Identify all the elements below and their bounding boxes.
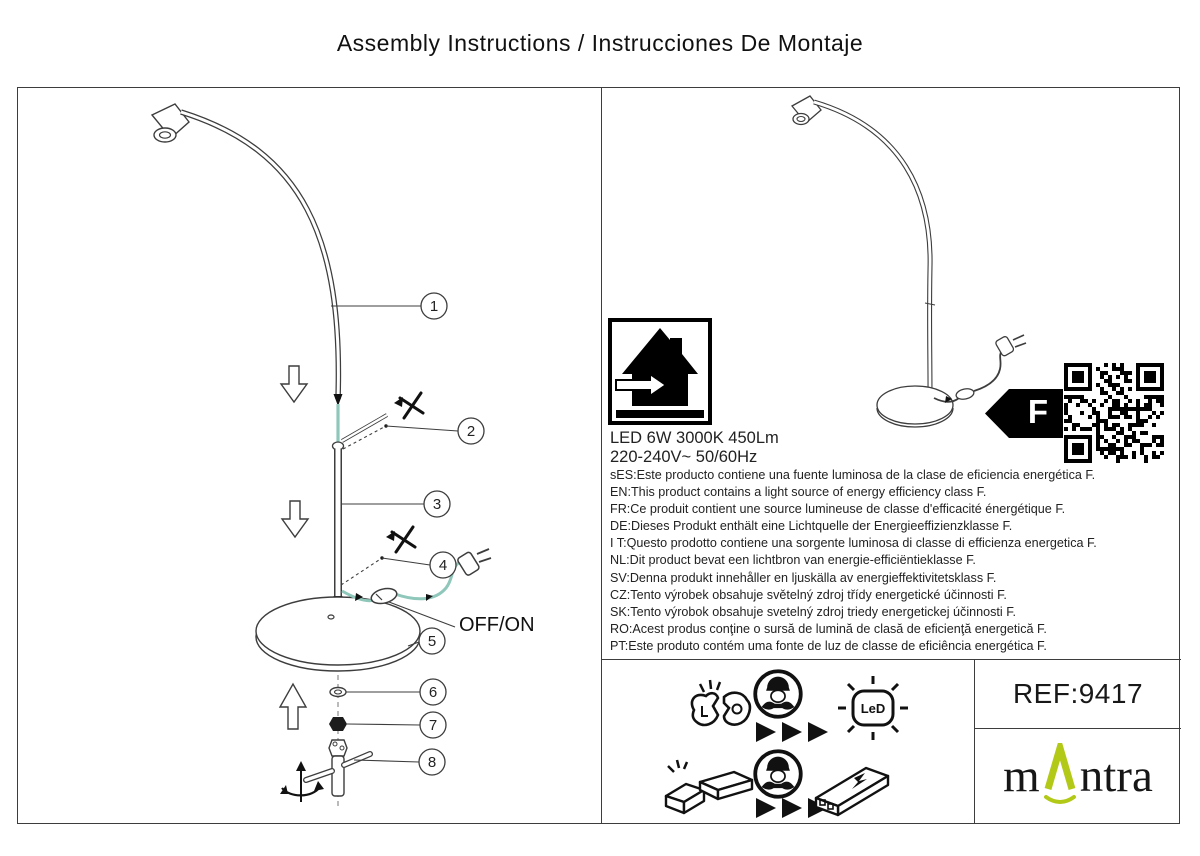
part-washer xyxy=(330,688,346,697)
lang-line-es: sES:Este producto contiene una fuente luminosa de la clase de eficiencia energética F. xyxy=(610,468,1096,482)
lang-line-it: I T:Questo prodotto contiene una sorgente luminosa di classe di efficienza energetica F. xyxy=(610,536,1097,551)
lang-line-ro: RO:Acest produs conţine o sursă de lumină de clasă de eficienţă energetică F. xyxy=(610,621,1047,636)
spec-line-voltage: 220-240V~ 50/60Hz xyxy=(610,448,758,466)
callout-3-label: 3 xyxy=(432,496,442,513)
part-nut xyxy=(329,717,347,731)
clip-mark-icon xyxy=(394,393,423,418)
main-frame xyxy=(17,87,1180,824)
clip-mark-icon xyxy=(386,527,415,552)
callout-1 xyxy=(421,293,447,319)
up-arrow-icon xyxy=(280,684,306,729)
lang-line-en: EN:This product contains a light source of energy efficiency class F. xyxy=(610,485,987,500)
down-arrow-icon xyxy=(281,366,307,402)
callout-3 xyxy=(424,491,450,517)
lamp-head xyxy=(152,104,189,142)
spec-line-lamp: LED 6W 3000K 450Lm xyxy=(610,429,779,447)
exploded-diagram-panel xyxy=(18,88,601,823)
led-module-label: LeD xyxy=(860,701,886,716)
callout-5-label: 5 xyxy=(427,633,437,650)
led-module-icon xyxy=(834,672,910,744)
broken-driver-icon xyxy=(660,756,756,820)
page-title: Assembly Instructions / Instrucciones De Montaje xyxy=(336,30,864,56)
service-pictograms xyxy=(602,660,974,824)
lang-line-nl: NL:Dit product bevat een lichtbron van energie-efficiëntieklasse F. xyxy=(610,553,976,568)
lamp-head xyxy=(792,96,821,125)
callout-6 xyxy=(420,679,446,705)
brand-logo-suffix: ntra xyxy=(1079,750,1153,802)
power-plug xyxy=(457,549,491,576)
lamp-base xyxy=(877,386,953,427)
qr-code xyxy=(1064,363,1164,463)
callout-8 xyxy=(419,749,445,775)
down-arrow-icon xyxy=(282,501,308,537)
led-driver-icon xyxy=(808,756,896,818)
info-panel xyxy=(601,88,1180,823)
lang-line-pt: PT:Este produto contém uma fonte de luz de classe de eficiência energética F. xyxy=(610,638,1047,653)
brand-logo-prefix: m xyxy=(1003,750,1040,802)
callout-4-label: 4 xyxy=(438,557,448,574)
technician-icon xyxy=(752,748,804,800)
part-base xyxy=(256,597,420,671)
indoor-use-icon xyxy=(608,318,712,425)
lang-line-de: DE:Dieses Produkt enthält eine Lichtquelle der Energieeffizienzklasse F. xyxy=(610,519,1013,534)
callout-6-label: 6 xyxy=(428,684,438,701)
triple-arrow-icon xyxy=(754,720,832,744)
lang-line-sv: SV:Denna produkt innehåller en ljuskälla av energieffektivitetsklass F. xyxy=(610,570,997,585)
callout-7 xyxy=(420,712,446,738)
switch-label: OFF/ON xyxy=(459,614,535,636)
lang-line-fr: FR:Ce produit contient une source lumineuse de classe d'efficacité énergétique F. xyxy=(610,502,1066,517)
footer xyxy=(602,659,1181,823)
broken-led-icon xyxy=(680,676,758,744)
inline-switch xyxy=(370,586,399,606)
lang-line-sk: SK:Tento výrobok obsahuje svetelný zdroj triedy energetickej účinnosti F. xyxy=(610,604,1017,619)
energy-class-arrow xyxy=(985,389,1063,438)
lang-line-cz: CZ:Tento výrobek obsahuje světelný zdroj třídy energetické účinnosti F. xyxy=(610,587,1007,602)
energy-class-letter: F xyxy=(1027,393,1049,430)
part-arc-tube xyxy=(181,112,343,406)
callout-5 xyxy=(419,628,445,654)
part-pole xyxy=(334,449,343,608)
brand-logo xyxy=(975,729,1181,823)
callout-8-label: 8 xyxy=(427,754,437,771)
callout-2 xyxy=(458,418,484,444)
callout-1-label: 1 xyxy=(429,298,439,315)
rotate-icon xyxy=(280,761,324,802)
callout-7-label: 7 xyxy=(428,717,438,734)
lamp-arc-and-pole xyxy=(814,102,935,391)
callouts xyxy=(419,293,484,775)
exploded-diagram xyxy=(18,88,601,823)
callout-4 xyxy=(430,552,456,578)
reference-number: REF:9417 xyxy=(975,660,1181,729)
technician-icon xyxy=(752,668,804,720)
pole-top-connector xyxy=(333,442,344,450)
reference-column xyxy=(974,660,1181,824)
callout-2-label: 2 xyxy=(466,423,476,440)
brand-caret-icon xyxy=(1041,743,1079,809)
